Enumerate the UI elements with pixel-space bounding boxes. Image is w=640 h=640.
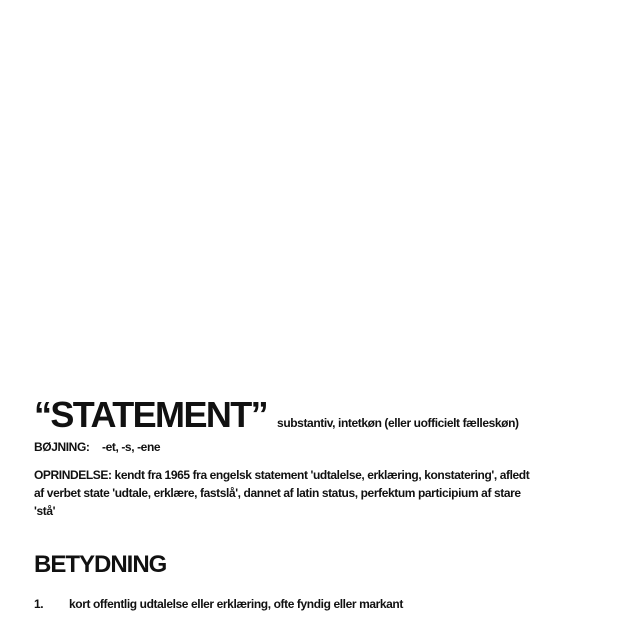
definition-text: kort offentlig udtalelse eller erklæring, ofte fyndig eller markant — [69, 597, 403, 611]
origin-label: OPRINDELSE: — [34, 468, 112, 482]
headword-row — [34, 395, 614, 435]
definition-number: 1. — [34, 597, 44, 611]
inflection-label: BØJNING: — [34, 440, 90, 454]
part-of-speech: substantiv, intetkøn (eller uofficielt fælleskøn) — [277, 416, 519, 430]
meaning-heading: BETYDNING — [34, 551, 167, 578]
inflection-value: -et, -s, -ene — [102, 440, 161, 454]
headword: “STATEMENT” — [34, 394, 268, 435]
definition-item — [34, 596, 614, 612]
dictionary-entry — [34, 395, 614, 612]
origin-text: kendt fra 1965 fra engelsk statement 'udtalelse, erklæring, konstatering', afledt af verbet state 'udtale, erklære, fastslå', dannet af latin status, perfektum participium af stare 'stå' — [34, 468, 530, 518]
origin-paragraph — [34, 466, 534, 520]
inflection-row — [34, 439, 614, 455]
